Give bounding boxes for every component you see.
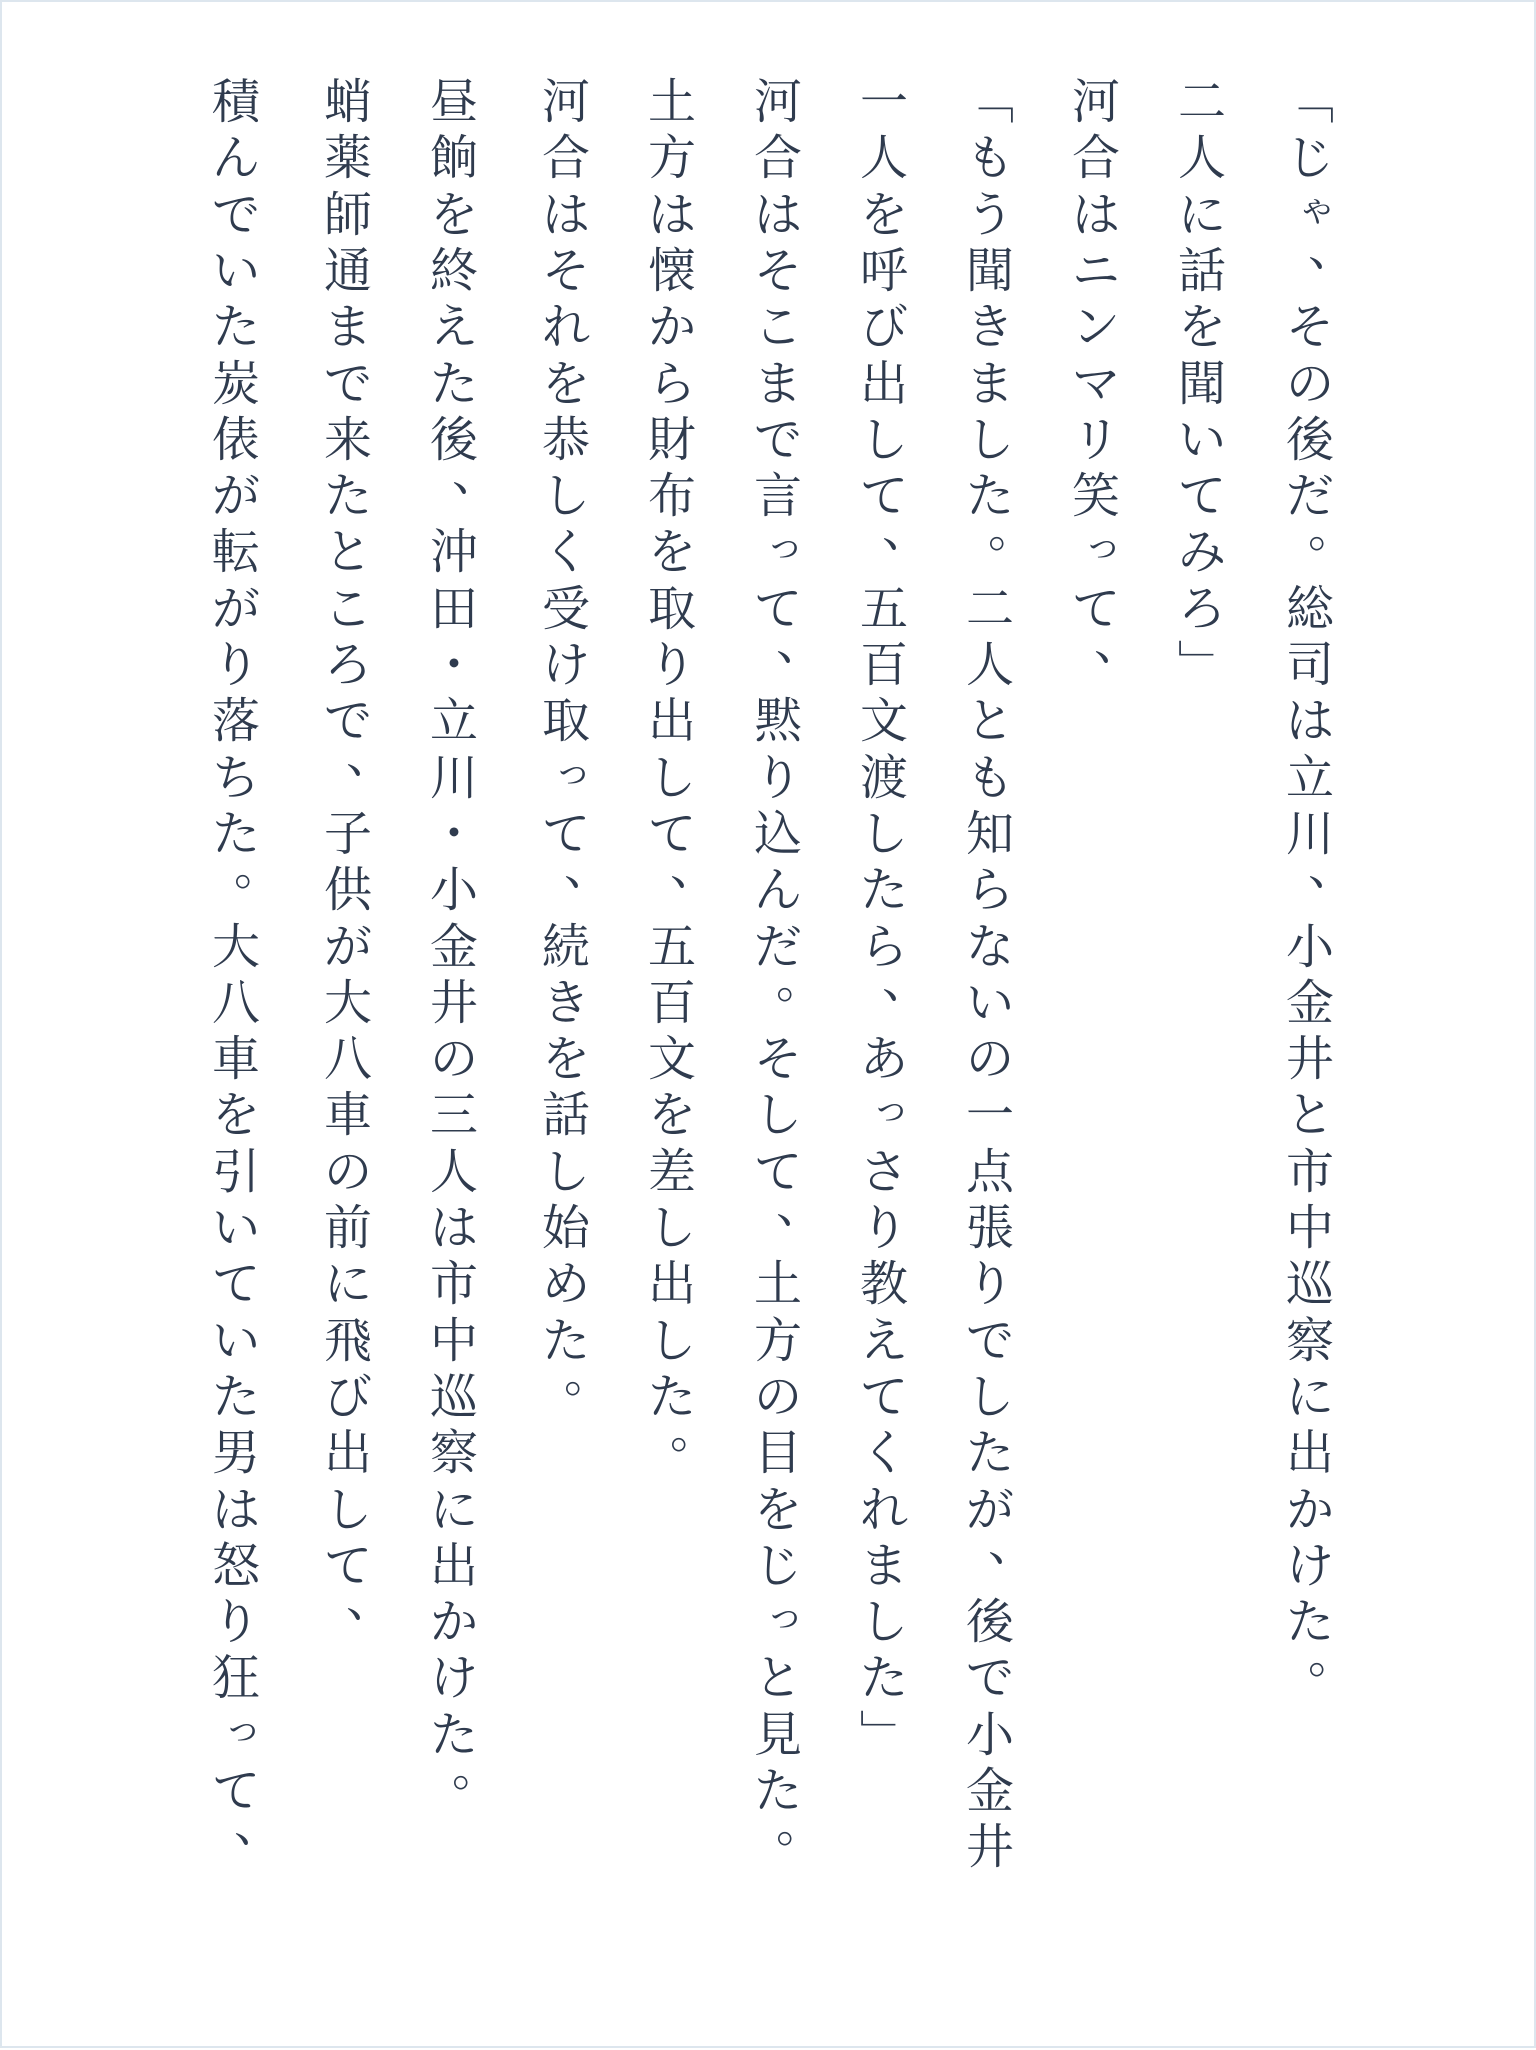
character-glyph: え (859, 1312, 908, 1369)
character-glyph: 合 (541, 130, 590, 187)
character-glyph: 聞 (965, 242, 1014, 299)
character-glyph: ん (753, 862, 802, 919)
character-glyph: 一 (965, 1087, 1014, 1144)
character-glyph: 飛 (323, 1312, 372, 1369)
character-glyph: 三 (429, 1087, 478, 1144)
text-line-1 (1280, 2, 1356, 2050)
character-glyph: 文 (647, 1031, 696, 1088)
character-glyph: と (965, 693, 1014, 750)
character-glyph: び (859, 299, 908, 356)
character-glyph: さ (859, 1143, 908, 1200)
character-glyph: 人 (965, 637, 1014, 693)
character-glyph: 張 (965, 1200, 1014, 1256)
text-line-5 (854, 2, 930, 2050)
character-glyph: は (211, 1481, 260, 1538)
character-glyph: て (859, 468, 908, 525)
character-glyph: 人 (859, 130, 908, 187)
character-glyph: 土 (647, 74, 696, 130)
character-glyph: 後 (965, 1594, 1014, 1651)
character-glyph: 立 (1285, 749, 1334, 806)
character-glyph: 立 (429, 693, 478, 750)
character-glyph: ﹁ (965, 74, 1014, 130)
character-glyph: を (211, 1087, 260, 1144)
character-glyph: 方 (753, 1312, 802, 1369)
character-glyph: 五 (859, 580, 908, 637)
character-glyph: を (541, 1031, 590, 1088)
character-glyph: 受 (541, 580, 590, 637)
character-glyph: 供 (323, 862, 372, 919)
character-glyph: リ (1071, 411, 1120, 468)
character-glyph: き (541, 974, 590, 1031)
character-glyph: 渡 (859, 749, 908, 806)
character-glyph: 。 (1307, 1628, 1356, 1685)
character-glyph: 司 (1285, 637, 1334, 693)
character-glyph: ﹂ (859, 1706, 908, 1763)
character-glyph: 察 (1285, 1312, 1334, 1369)
character-glyph: で (965, 1650, 1014, 1707)
character-glyph: ち (211, 749, 260, 806)
character-glyph: け (429, 1650, 478, 1707)
character-glyph: た (647, 1368, 696, 1425)
character-glyph: し (965, 411, 1014, 468)
character-glyph: ゃ (1297, 185, 1336, 230)
character-glyph: 小 (429, 862, 478, 919)
character-glyph: 巡 (1285, 1256, 1334, 1313)
character-glyph: 河 (753, 74, 802, 130)
character-glyph: し (647, 1200, 696, 1256)
character-glyph: て (859, 1368, 908, 1425)
character-glyph: 大 (211, 918, 260, 975)
character-glyph: 落 (211, 693, 260, 750)
character-glyph: 目 (753, 1425, 802, 1482)
character-glyph: び (323, 1368, 372, 1425)
character-glyph: 、 (345, 727, 394, 784)
character-glyph: 前 (323, 1200, 372, 1256)
character-glyph: は (429, 1200, 478, 1256)
character-glyph: 、 (881, 502, 930, 559)
character-glyph: な (965, 918, 1014, 975)
character-glyph: 、 (775, 1178, 824, 1234)
character-glyph: は (1071, 186, 1120, 243)
character-glyph: し (541, 468, 590, 525)
character-glyph: 恭 (541, 411, 590, 468)
character-glyph: 合 (753, 130, 802, 187)
character-glyph: 。 (451, 1741, 500, 1797)
character-glyph: 差 (647, 1143, 696, 1200)
character-glyph: し (753, 1087, 802, 1144)
character-glyph: い (1177, 411, 1226, 468)
character-glyph: ら (647, 355, 696, 412)
character-glyph: り (211, 637, 260, 693)
character-glyph: の (753, 1368, 802, 1425)
character-glyph: ら (965, 862, 1014, 919)
character-glyph: り (859, 1200, 908, 1256)
character-glyph: 笑 (1071, 468, 1120, 525)
character-glyph: 、 (987, 1515, 1036, 1572)
character-glyph: て (753, 1143, 802, 1200)
character-glyph: 師 (323, 186, 372, 243)
character-glyph: て (323, 1537, 372, 1594)
character-glyph: 沖 (429, 524, 478, 581)
character-glyph: 、 (1307, 840, 1356, 897)
character-glyph: 言 (753, 468, 802, 525)
character-glyph: だ (753, 918, 802, 975)
character-glyph: っ (223, 1705, 262, 1750)
character-glyph: た (1285, 1594, 1334, 1651)
character-glyph: 二 (1177, 74, 1226, 130)
character-glyph: そ (1285, 299, 1334, 356)
character-glyph: て (211, 1256, 260, 1313)
character-glyph: で (323, 693, 372, 750)
character-glyph: し (541, 1143, 590, 1200)
character-glyph: 察 (429, 1425, 478, 1482)
character-glyph: え (429, 299, 478, 356)
character-glyph: り (965, 1256, 1014, 1313)
character-glyph: 八 (211, 974, 260, 1031)
character-glyph: い (211, 242, 260, 299)
character-glyph: き (965, 299, 1014, 356)
character-glyph: 狂 (211, 1650, 260, 1707)
character-glyph: ﹂ (1177, 637, 1226, 693)
character-glyph: 。 (563, 1346, 612, 1403)
character-glyph: た (211, 1368, 260, 1425)
character-glyph: 聞 (1177, 355, 1226, 412)
character-glyph: で (753, 411, 802, 468)
character-glyph: 。 (775, 952, 824, 1009)
character-glyph: で (965, 1312, 1014, 1369)
text-line-6 (748, 2, 824, 2050)
character-glyph: ま (965, 355, 1014, 412)
character-glyph: ろ (1177, 580, 1226, 637)
character-glyph: 炭 (211, 355, 260, 412)
character-glyph: そ (541, 242, 590, 299)
character-glyph: 話 (1177, 242, 1226, 299)
character-glyph: 出 (647, 1256, 696, 1313)
character-glyph: 、 (233, 1797, 282, 1854)
character-glyph: 文 (859, 693, 908, 750)
character-glyph: 百 (647, 974, 696, 1031)
character-glyph: ま (859, 1537, 908, 1594)
character-glyph: し (859, 411, 908, 468)
character-glyph: 中 (1285, 1200, 1334, 1256)
character-glyph: 、 (345, 1572, 394, 1629)
character-glyph: 布 (647, 468, 696, 525)
text-line-3 (1066, 2, 1142, 2050)
character-glyph: を (541, 355, 590, 412)
character-glyph: り (647, 637, 696, 693)
character-glyph: 川 (1285, 805, 1334, 862)
character-glyph: ・ (429, 805, 478, 862)
character-glyph: 小 (1285, 918, 1334, 975)
character-glyph: こ (323, 580, 372, 637)
character-glyph: 取 (541, 693, 590, 750)
character-glyph: 。 (233, 840, 282, 897)
character-glyph: を (429, 186, 478, 243)
character-glyph: 。 (775, 1797, 824, 1854)
character-glyph: 、 (1307, 220, 1356, 277)
character-glyph: 後 (1285, 411, 1334, 468)
character-glyph: っ (871, 1086, 910, 1131)
character-glyph: 五 (647, 918, 696, 975)
character-glyph: 人 (429, 1143, 478, 1200)
character-glyph: に (1177, 186, 1226, 243)
character-glyph: 昼 (429, 74, 478, 130)
character-glyph: が (211, 468, 260, 525)
character-glyph: 二 (965, 580, 1014, 637)
character-glyph: 。 (987, 502, 1036, 559)
character-glyph: じ (753, 1537, 802, 1594)
character-glyph: っ (765, 523, 804, 568)
character-glyph: っ (553, 748, 592, 793)
character-glyph: 方 (647, 130, 696, 187)
text-line-10 (318, 2, 394, 2050)
character-glyph: と (323, 524, 372, 581)
character-glyph: を (647, 1087, 696, 1144)
character-glyph: 田 (429, 580, 478, 637)
character-glyph: り (211, 1594, 260, 1651)
character-glyph: 車 (211, 1031, 260, 1088)
character-glyph: た (429, 355, 478, 412)
character-glyph: と (753, 1650, 802, 1707)
character-glyph: 井 (1285, 1031, 1334, 1088)
character-glyph: て (1071, 580, 1120, 637)
character-glyph: 合 (1071, 130, 1120, 187)
character-glyph: ん (211, 130, 260, 187)
character-glyph: 中 (429, 1312, 478, 1369)
character-glyph: け (1285, 1537, 1334, 1594)
character-glyph: た (323, 468, 372, 525)
character-glyph: い (211, 1200, 260, 1256)
character-glyph: い (965, 974, 1014, 1031)
character-glyph: は (1285, 693, 1334, 750)
character-glyph: く (859, 1425, 908, 1482)
character-glyph: 一 (859, 74, 908, 130)
character-glyph: 呼 (859, 242, 908, 299)
character-glyph: て (753, 580, 802, 637)
character-glyph: 薬 (323, 130, 372, 187)
character-glyph: こ (753, 299, 802, 356)
character-glyph: の (323, 1143, 372, 1200)
character-glyph: に (323, 1256, 372, 1313)
character-glyph: あ (859, 1031, 908, 1088)
character-glyph: 出 (323, 1425, 372, 1482)
character-glyph: 。 (1307, 502, 1356, 559)
character-glyph: マ (1071, 355, 1120, 412)
character-glyph: ン (1071, 299, 1120, 356)
character-glyph: 井 (429, 974, 478, 1031)
character-glyph: 土 (753, 1256, 802, 1313)
character-glyph: ろ (323, 637, 372, 693)
character-glyph: で (211, 186, 260, 243)
character-glyph: 出 (859, 355, 908, 412)
character-glyph: た (965, 468, 1014, 525)
character-glyph: 餉 (429, 130, 478, 187)
character-glyph: 人 (1177, 130, 1226, 187)
character-glyph: の (965, 1031, 1014, 1088)
character-glyph: 子 (323, 805, 372, 862)
character-glyph: 引 (211, 1143, 260, 1200)
character-glyph: し (647, 1312, 696, 1369)
character-glyph: そ (753, 242, 802, 299)
character-glyph: 続 (541, 918, 590, 975)
character-glyph: し (647, 749, 696, 806)
character-glyph: 河 (1071, 74, 1120, 130)
character-glyph: た (753, 1763, 802, 1819)
character-glyph: 蛸 (323, 74, 372, 130)
character-glyph: 通 (323, 242, 372, 299)
character-glyph: か (429, 1594, 478, 1651)
character-glyph: と (1285, 1087, 1334, 1144)
character-glyph: を (647, 524, 696, 581)
character-glyph: 黙 (753, 693, 802, 750)
character-glyph: 小 (965, 1706, 1014, 1763)
character-glyph: 、 (451, 446, 500, 503)
character-glyph: が (211, 580, 260, 637)
character-glyph: ま (753, 355, 802, 412)
text-line-11 (206, 2, 282, 2050)
character-glyph: 男 (211, 1425, 260, 1482)
character-glyph: 。 (669, 1403, 718, 1460)
character-glyph: 、 (775, 615, 824, 671)
character-glyph: 河 (541, 74, 590, 130)
character-glyph: ・ (429, 637, 478, 693)
character-glyph: た (211, 805, 260, 862)
character-glyph: 総 (1285, 580, 1334, 637)
character-glyph: み (1177, 524, 1226, 581)
character-glyph: だ (1285, 468, 1334, 525)
character-glyph: を (753, 1481, 802, 1538)
character-glyph: 巡 (429, 1368, 478, 1425)
character-glyph: 、 (563, 840, 612, 897)
character-glyph: が (965, 1481, 1014, 1538)
character-glyph: 、 (669, 840, 718, 897)
character-glyph: け (541, 637, 590, 693)
character-glyph: そ (753, 1031, 802, 1088)
character-glyph: し (323, 1481, 372, 1538)
character-glyph: 金 (429, 918, 478, 975)
character-glyph: は (541, 186, 590, 243)
character-glyph: 川 (429, 749, 478, 806)
character-glyph: 、 (1093, 615, 1142, 671)
character-glyph: ら (859, 918, 908, 975)
character-glyph: し (965, 1368, 1014, 1425)
character-glyph: 取 (647, 580, 696, 637)
character-glyph: て (211, 1763, 260, 1819)
character-glyph: で (323, 355, 372, 412)
character-glyph: 始 (541, 1200, 590, 1256)
character-glyph: た (211, 299, 260, 356)
character-glyph: 出 (1285, 1425, 1334, 1482)
character-glyph: 、 (881, 952, 930, 1009)
character-glyph: 怒 (211, 1537, 260, 1594)
character-glyph: か (1285, 1481, 1334, 1538)
character-glyph: か (647, 299, 696, 356)
character-glyph: は (753, 186, 802, 243)
character-glyph: っ (1083, 523, 1122, 568)
character-glyph: も (965, 749, 1014, 806)
character-glyph: 知 (965, 805, 1014, 862)
character-glyph: 懐 (647, 242, 696, 299)
character-glyph: 終 (429, 242, 478, 299)
character-glyph: い (211, 1312, 260, 1369)
character-glyph: 井 (965, 1819, 1014, 1876)
character-glyph: ま (323, 299, 372, 356)
text-line-7 (642, 2, 718, 2050)
character-glyph: た (859, 1650, 908, 1707)
character-glyph: 大 (323, 974, 372, 1031)
character-glyph: 点 (965, 1143, 1014, 1200)
character-glyph: た (429, 1706, 478, 1763)
character-glyph: ニ (1071, 242, 1120, 299)
character-glyph: 八 (323, 1031, 372, 1088)
character-glyph: っ (765, 1593, 804, 1638)
character-glyph: た (859, 862, 908, 919)
character-glyph: 来 (323, 411, 372, 468)
character-glyph: 教 (859, 1256, 908, 1313)
character-glyph: く (541, 524, 590, 581)
character-glyph: れ (859, 1481, 908, 1538)
character-glyph: し (859, 805, 908, 862)
character-glyph: に (1285, 1368, 1334, 1425)
character-glyph: 転 (211, 524, 260, 581)
character-glyph: て (647, 805, 696, 862)
character-glyph: う (965, 186, 1014, 243)
character-glyph: て (1177, 468, 1226, 525)
character-glyph: 金 (965, 1763, 1014, 1819)
character-glyph: め (541, 1256, 590, 1313)
character-glyph: 込 (753, 805, 802, 862)
character-glyph: の (429, 1031, 478, 1088)
character-glyph: が (323, 918, 372, 975)
character-glyph: を (859, 186, 908, 243)
character-glyph: り (753, 749, 802, 806)
character-glyph: 市 (1285, 1143, 1334, 1200)
character-glyph: 俵 (211, 411, 260, 468)
character-glyph: も (965, 130, 1014, 187)
character-glyph: た (541, 1312, 590, 1369)
character-glyph: は (647, 186, 696, 243)
character-glyph: 財 (647, 411, 696, 468)
text-line-2 (1172, 2, 1232, 2050)
character-glyph: ﹁ (1285, 74, 1334, 130)
character-glyph: た (965, 1425, 1014, 1482)
character-glyph: 出 (429, 1537, 478, 1594)
character-glyph: し (859, 1594, 908, 1651)
text-line-4 (960, 2, 1036, 2050)
character-glyph: 積 (211, 74, 260, 130)
character-glyph: 出 (647, 693, 696, 750)
character-glyph: 後 (429, 411, 478, 468)
character-glyph: れ (541, 299, 590, 356)
character-glyph: の (1285, 355, 1334, 412)
text-line-8 (536, 2, 612, 2050)
character-glyph: 百 (859, 637, 908, 693)
character-glyph: じ (1285, 130, 1334, 187)
character-glyph: 市 (429, 1256, 478, 1313)
character-glyph: に (429, 1481, 478, 1538)
character-glyph: 金 (1285, 974, 1334, 1031)
character-glyph: 話 (541, 1087, 590, 1144)
character-glyph: を (1177, 299, 1226, 356)
character-glyph: て (541, 805, 590, 862)
character-glyph: 見 (753, 1706, 802, 1763)
text-line-9 (424, 2, 500, 2050)
character-glyph: 車 (323, 1087, 372, 1144)
